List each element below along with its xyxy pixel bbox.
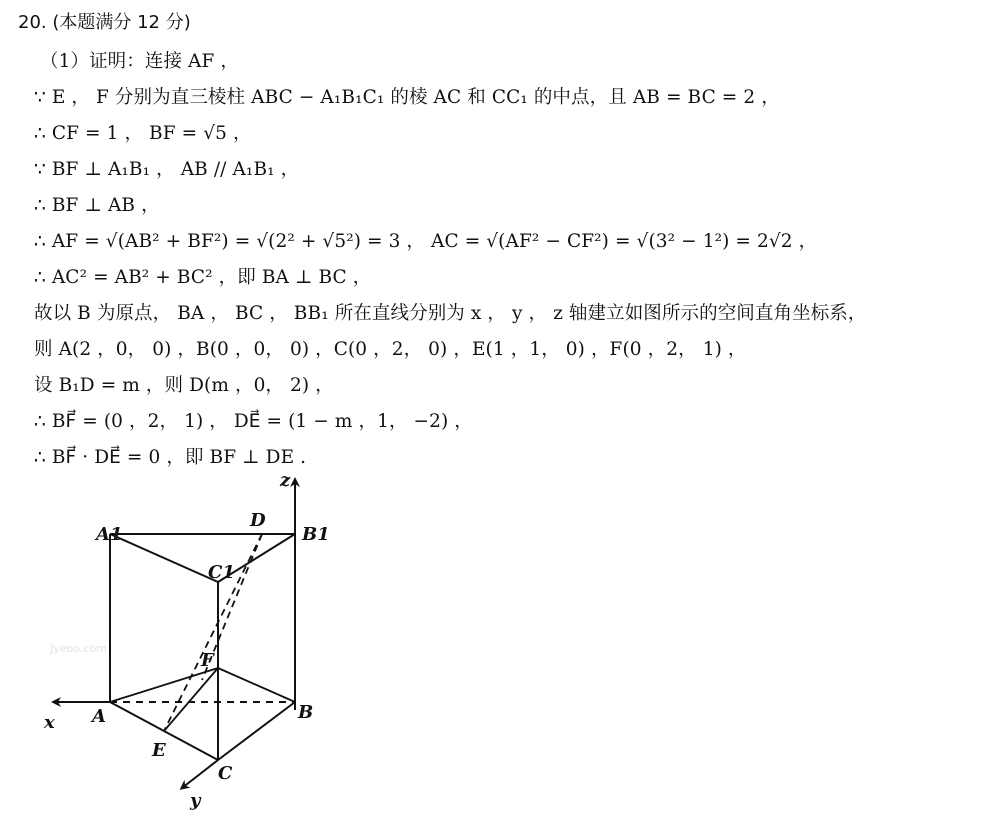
label-E: E: [152, 740, 166, 761]
solution-line-8: 故以 B 为原点， BA ， BC ， BB₁ 所在直线分别为 x ， y ， z 轴建立如图所示的空间直角坐标系，: [34, 303, 867, 324]
solution-body: [34, 44, 996, 476]
label-A: A: [92, 706, 106, 727]
solution-line-10: 设 B₁D = m ，则 D(m ，0， 2) ，: [34, 375, 334, 396]
solution-line-6: ∴ AF = √(AB² + BF²) = √(2² + √5²) = 3 ， AC = √(AF² − CF²) = √(3² − 1²) = 2√2 ，: [34, 231, 818, 252]
problem-title: 20. (本题满分 12 分): [18, 12, 191, 33]
label-D: D: [250, 510, 266, 531]
label-F: F: [201, 650, 214, 671]
label-C: C: [218, 763, 233, 784]
label-A1: A1: [96, 524, 123, 545]
watermark: Jyeoo.com: [50, 642, 107, 655]
segment-AF: [110, 668, 218, 702]
solution-line-7: ∴ AC² = AB² + BC² ，即 BA ⊥ BC ，: [34, 267, 372, 288]
solution-line-4: ∵ BF ⊥ A₁B₁ ， AB // A₁B₁ ，: [34, 159, 300, 180]
solution-line-1: （1）证明：连接 AF ，: [40, 51, 240, 72]
segment-FB: [218, 668, 295, 702]
label-C1: C1: [208, 562, 235, 583]
edge-A1C1: [110, 534, 218, 582]
label-B1: B1: [302, 524, 330, 545]
solution-line-11: ∴ BF⃗ = (0 ，2， 1) ， DE⃗ = (1 − m ，1， −2) ，: [34, 411, 473, 432]
solution-line-2: ∵ E ， F 分别为直三棱柱 ABC − A₁B₁C₁ 的棱 AC 和 CC₁ 的中点，且 AB = BC = 2 ，: [34, 87, 780, 108]
solution-line-3: ∴ CF = 1 ， BF = √5 ，: [34, 123, 252, 144]
label-z: z: [280, 470, 291, 491]
solution-line-5: ∴ BF ⊥ AB ，: [34, 195, 160, 216]
label-y: y: [190, 790, 201, 811]
y-axis: [182, 760, 218, 788]
solution-line-9: 则 A(2 ，0， 0) ，B(0 ，0， 0) ，C(0 ，2， 0) ，E(1 ，1， 0) ，F(0 ，2， 1) ，: [34, 339, 747, 360]
edge-CB: [218, 702, 295, 760]
prism-coordinate-figure: [40, 470, 340, 815]
label-B: B: [298, 702, 314, 723]
label-x: x: [44, 712, 55, 733]
solution-line-12: ∴ BF⃗ · DE⃗ = 0 ，即 BF ⊥ DE .: [34, 447, 307, 468]
prism-diagram: [40, 470, 340, 815]
